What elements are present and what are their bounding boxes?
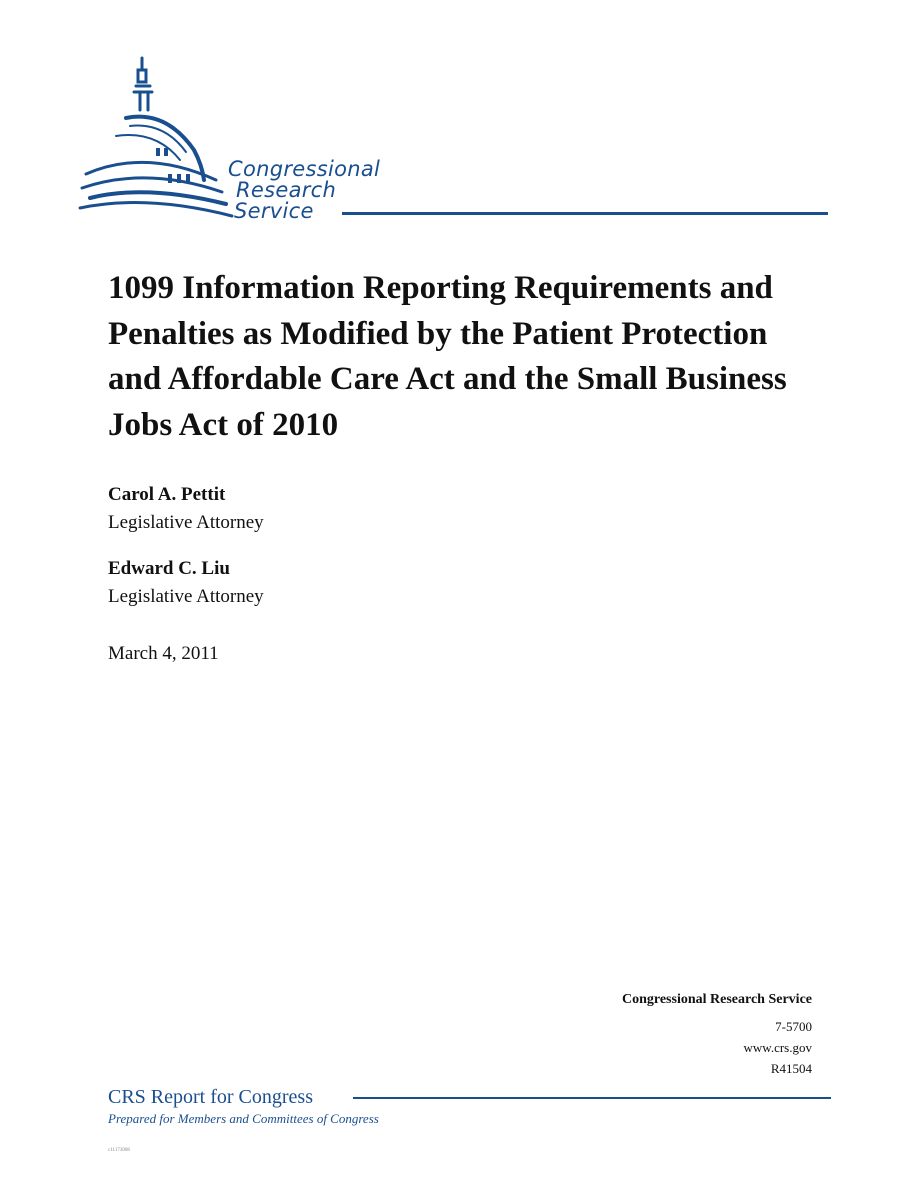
logo-text-service: Service	[234, 199, 314, 223]
logo-rule	[342, 212, 828, 215]
document-code: c11173008	[108, 1148, 130, 1153]
author-role: Legislative Attorney	[108, 512, 264, 533]
author-role: Legislative Attorney	[108, 586, 264, 607]
crs-info-block	[622, 990, 812, 1079]
publication-date: March 4, 2011	[108, 643, 219, 664]
crs-phone: 7-5700	[775, 1019, 812, 1034]
crs-org-name: Congressional Research Service	[621, 992, 812, 1007]
logo-text-congressional: Congressional	[228, 157, 381, 181]
capitol-dome-icon	[76, 40, 256, 225]
report-number: R41504	[770, 1061, 812, 1076]
author-name: Edward C. Liu	[108, 558, 230, 579]
footer-report-title: CRS Report for Congress	[108, 1086, 313, 1108]
crs-website: www.crs.gov	[743, 1040, 812, 1055]
logo-text-research: Research	[236, 178, 337, 202]
author-name: Carol A. Pettit	[108, 484, 226, 505]
footer-rule	[353, 1097, 831, 1099]
footer-subtitle: Prepared for Members and Committees of Congress	[108, 1111, 379, 1126]
report-title: 1099 Information Reporting Requirements and Penalties as Modified by the Patient Protection and Affordable Care Act and the Small Business Jobs Act of 2010	[108, 270, 787, 443]
crs-logo	[76, 40, 836, 230]
